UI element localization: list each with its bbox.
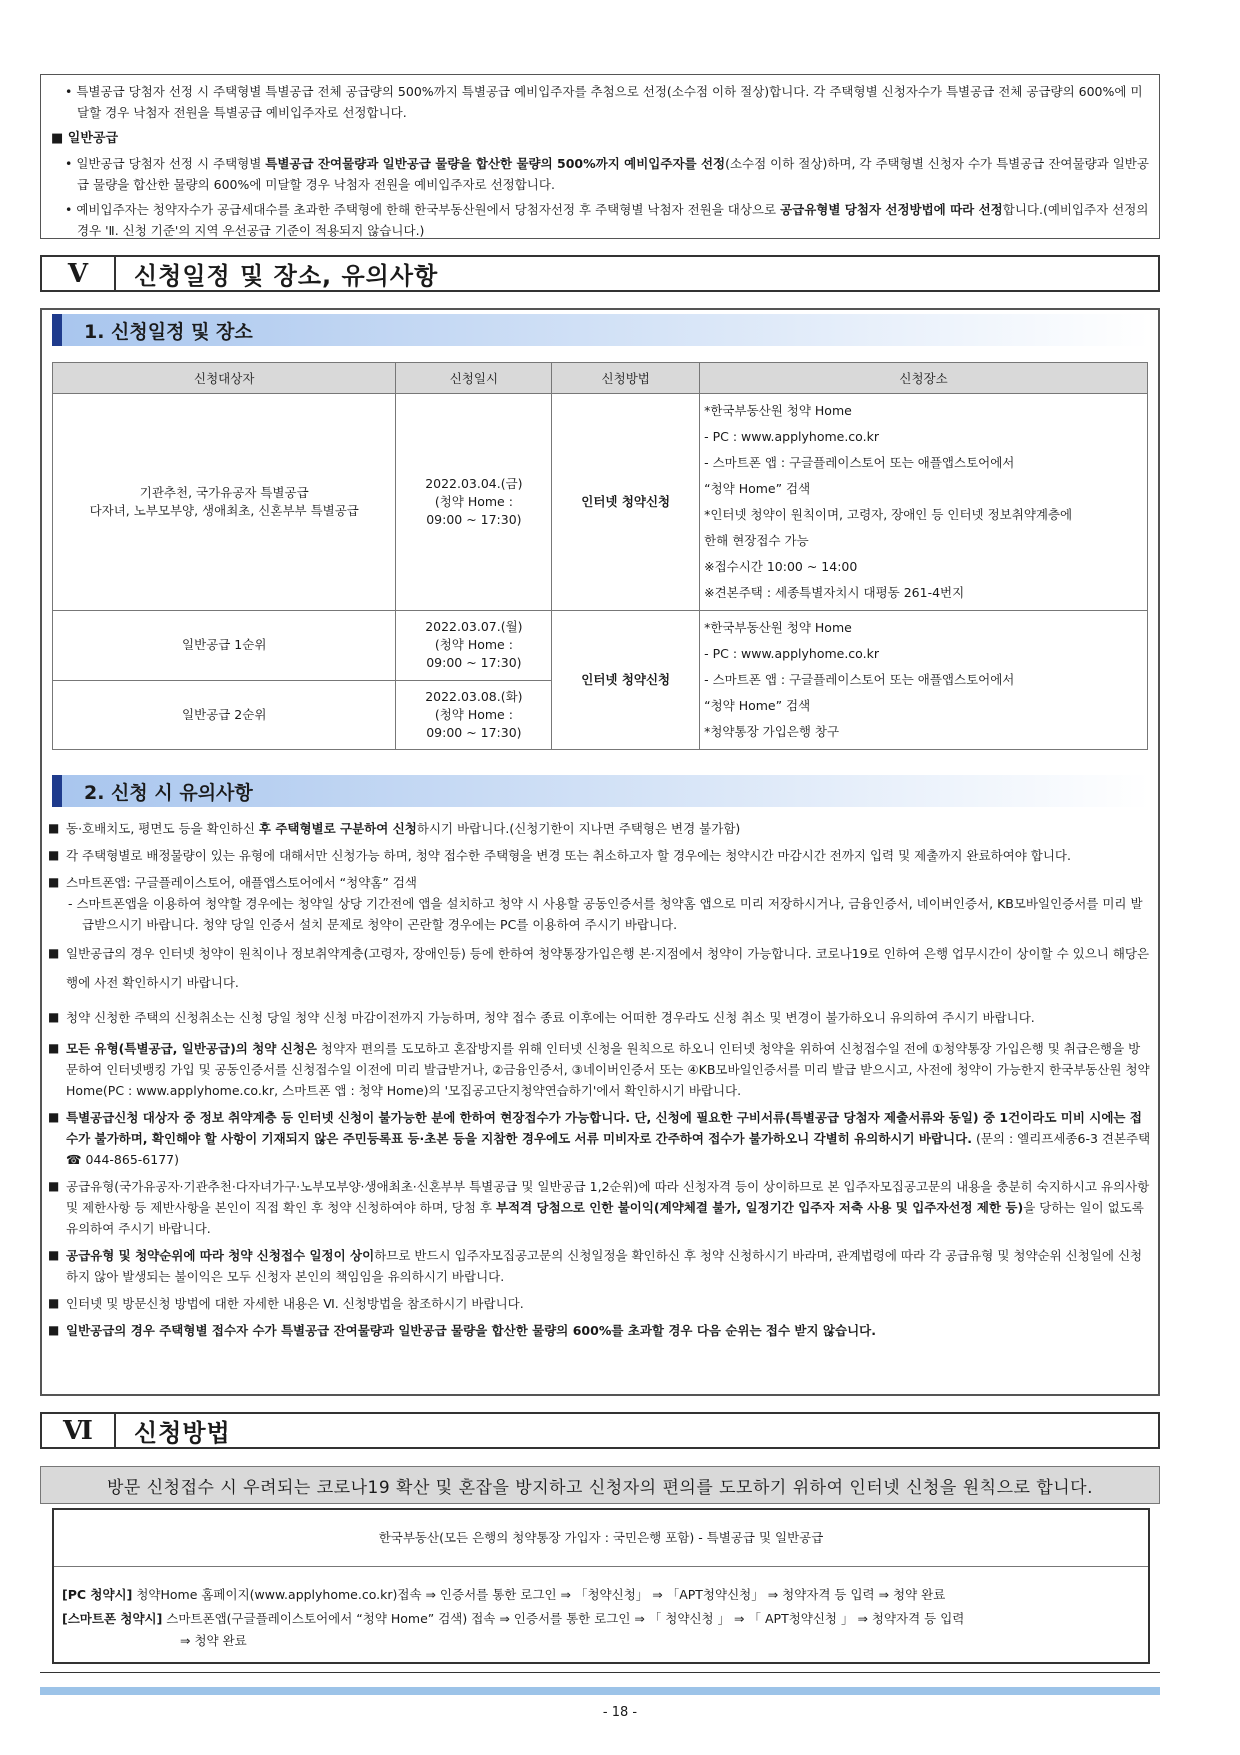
col-header-date: 신청일시 <box>396 363 552 394</box>
precautions-list <box>48 818 1152 1347</box>
mobile-method: [스마트폰 청약시] 스마트폰앱(구글플레이스토어에서 “청약 Home” 검색) 접속 ⇒ 인증서를 통한 로그인 ⇒ 「 청약신청 」 ⇒ 「 APT청약신청 」 ⇒ 청약자격 등 입력 <box>62 1611 965 1626</box>
special-supply-place: *한국부동산원 청약 Home - PC : www.applyhome.co.kr - 스마트폰 앱 : 구글플레이스토어 또는 애플앱스토어에서 “청약 Home” 검색 *인터넷 청약이 원칙이며, 고령자, 장애인 등 인터넷 정보취약계층에 한해 현장접수 가능 ※접수시간 10:00 ~ 14:00 ※견본주택 : 세종특별자치시 대평동 261-4번지 <box>700 394 1148 611</box>
schedule-table <box>52 362 1148 750</box>
note-smartphone-app: ■ 스마트폰앱: 구글플레이스토어, 애플앱스토어에서 “청약홈” 검색 <box>48 872 1152 893</box>
reserve-selection-text: • 예비입주자는 청약자수가 공급세대수를 초과한 주택형에 한해 한국부동산원에서 당첨자선정 후 주택형별 낙첨자 전원을 대상으로 공급유형별 당첨자 선정방법에 따라 선정합니다.(예비입주자 선정의 경우 'Ⅱ. 신청 기준'의 지역 우선공급 기준이 적용되지 않습니다.) <box>65 202 1149 238</box>
note-schedule-differs: ■ 공급유형 및 청약순위에 따라 청약 신청접수 일정이 상이하므로 반드시 입주자모집공고문의 신청일정을 확인하신 후 청약 신청하시기 바라며, 관계법령에 따라 각 공급유형 및 청약순위 신청일에 신청하지 않아 발생되는 불이익은 모두 신청자 본인의 책임임을 유의하시기 바랍니다. <box>48 1245 1152 1287</box>
special-supply-date: 2022.03.04.(금) (청약 Home : 09:00 ~ 17:30) <box>396 394 552 611</box>
note-general-supply-internet: ■ 일반공급의 경우 인터넷 청약이 원칙이나 정보취약계층(고령자, 장애인등) 등에 한하여 청약통장가입은행 본·지점에서 청약이 가능합니다. 코로나19로 인하여 은행 업무시간이 상이할 수 있으니 해당은행에 사전 확인하시기 바랍니다. <box>48 939 1152 997</box>
special-supply-reserve-text: • 특별공급 당첨자 선정 시 주택형별 특별공급 전체 공급량의 500%까지 특별공급 예비입주자를 추첨으로 선정(소수점 이하 절상)합니다. 각 주택형별 신청자수가 특별공급 전체 공급량의 600%에 미달할 경우 낙첨자 전원을 특별공급 예비입주자로 선정합니다. <box>65 84 1143 120</box>
table-header-row <box>53 363 1148 394</box>
table-row <box>53 611 1148 681</box>
special-supply-target: 기관추천, 국가유공자 특별공급 다자녀, 노부모부양, 생애최초, 신혼부부 특별공급 <box>53 394 396 611</box>
note-cancellation: ■ 청약 신청한 주택의 신청취소는 신청 당일 청약 신청 마감이전까지 가능하며, 청약 접수 종료 이후에는 어떠한 경우라도 신청 취소 및 변경이 불가하오니 유의하여 주시기 바랍니다. <box>48 1003 1152 1032</box>
method-divider <box>54 1566 1148 1567</box>
schedule-subheading: 1. 신청일정 및 장소 <box>52 314 1150 346</box>
general-supply-heading: ■ 일반공급 <box>51 131 119 146</box>
general-supply-place: *한국부동산원 청약 Home - PC : www.applyhome.co.kr - 스마트폰 앱 : 구글플레이스토어 또는 애플앱스토어에서 “청약 Home” 검색 *청약통장 가입은행 창구 <box>700 611 1148 750</box>
section-divider-line <box>40 1672 1160 1673</box>
section-6-title: 신청방법 <box>116 1412 1160 1449</box>
application-method-box <box>52 1508 1150 1664</box>
application-method-title: 한국부동산(모든 은행의 청약통장 가입자 : 국민은행 포함) - 특별공급 및 일반공급 <box>378 1530 824 1545</box>
note-supply-types: ■ 공급유형(국가유공자·기관추천·다자녀가구·노부모부양·생애최초·신혼부부 특별공급 및 일반공급 1,2순위)에 따라 신청자격 등이 상이하므로 본 입주자모집공고문의 내용을 충분히 숙지하시고 유의사항 및 제한사항 등 제반사항을 본인이 직접 확인 후 청약 신청하여야 하며, 당첨 후 부적격 당첨으로 인한 불이익(계약체결 불가, 일정기간 입주자 저축 사용 및 입주자선정 제한 등)을 당하는 일이 없도록 유의하여 주시기 바랍니다. <box>48 1176 1152 1239</box>
col-header-place: 신청장소 <box>700 363 1148 394</box>
col-header-target: 신청대상자 <box>53 363 396 394</box>
section-5-title: 신청일정 및 장소, 유의사항 <box>116 255 1160 292</box>
page-number: - 18 - <box>602 1705 638 1720</box>
note-allocation: ■ 각 주택형별로 배정물량이 있는 유형에 대해서만 신청가능 하며, 청약 접수한 주택형을 변경 또는 취소하고자 할 경우에는 청약시간 마감시간 전까지 입력 및 제출까지 완료하여야 합니다. <box>48 845 1152 866</box>
col-header-method: 신청방법 <box>552 363 700 394</box>
mobile-method-cont: ⇒ 청약 완료 <box>180 1633 247 1648</box>
pc-method: [PC 청약시] 청약Home 홈페이지(www.applyhome.co.kr)접속 ⇒ 인증서를 통한 로그인 ⇒ 「청약신청」 ⇒ 「APT청약신청」 ⇒ 청약자격 등 입력 ⇒ 청약 완료 <box>62 1587 946 1602</box>
reserve-info-box <box>40 74 1160 239</box>
first-rank-date: 2022.03.07.(월) (청약 Home : 09:00 ~ 17:30) <box>396 611 552 681</box>
special-supply-method: 인터넷 청약신청 <box>552 394 700 611</box>
section-6-number: Ⅵ <box>40 1412 116 1449</box>
note-600-percent: ■ 일반공급의 경우 주택형별 접수자 수가 특별공급 잔여물량과 일반공급 물량을 합산한 물량의 600%를 초과할 경우 다음 순위는 접수 받지 않습니다. <box>48 1320 1152 1341</box>
second-rank-target: 일반공급 2순위 <box>53 680 396 750</box>
note-housing-type: ■ 동·호배치도, 평면도 등을 확인하신 후 주택형별로 구분하여 신청하시기 바랍니다.(신청기한이 지나면 주택형은 변경 불가함) <box>48 818 1152 839</box>
footer-bar <box>40 1687 1160 1695</box>
general-supply-method: 인터넷 청약신청 <box>552 611 700 750</box>
table-row <box>53 394 1148 611</box>
note-method-reference: ■ 인터넷 및 방문신청 방법에 대한 자세한 내용은 Ⅵ. 신청방법을 참조하시기 바랍니다. <box>48 1293 1152 1314</box>
note-onsite-reception: ■ 특별공급신청 대상자 중 정보 취약계층 등 인터넷 신청이 불가능한 분에 한하여 현장접수가 가능합니다. 단, 신청에 필요한 구비서류(특별공급 당첨자 제출서류와 동일) 중 1건이라도 미비 시에는 접수가 불가하며, 확인해야 할 사항이 기재되지 않은 주민등록표 등·초본 등을 지참한 경우에도 서류 미비자로 간주하여 접수가 불가하오니 각별히 유의하시기 바랍니다. (문의 : 엘리프세종6-3 견본주택 ☎ 044-865-6177) <box>48 1107 1152 1170</box>
first-rank-target: 일반공급 1순위 <box>53 611 396 681</box>
general-supply-reserve-text: • 일반공급 당첨자 선정 시 주택형별 특별공급 잔여물량과 일반공급 물량을 합산한 물량의 500%까지 예비입주자를 선정(소수점 이하 절상)하며, 각 주택형별 신청자 수가 특별공급 잔여물량과 일반공급 물량을 합산한 물량의 600%에 미달할 경우 낙첨자 전원을 예비입주자로 선정합니다. <box>65 156 1149 192</box>
note-all-types-internet: ■ 모든 유형(특별공급, 일반공급)의 청약 신청은 청약자 편의를 도모하고 혼잡방지를 위해 인터넷 신청을 원칙으로 하오니 인터넷 청약을 위하여 신청접수일 전에 ①청약통장 가입은행 및 취급은행을 방문하여 인터넷뱅킹 가입 및 공동인증서를 신청접수일 이전에 미리 발급받거나, ②금융인증서, ③네이버인증서 또는 ④KB모바일인증서를 미리 발급 받으시고, 사전에 청약이 가능한지 한국부동산원 청약 Home(PC : www.applyhome.co.kr, 스마트폰 앱 : 청약 Home)의 '모집공고단지청약연습하기'에서 확인하시기 바랍니다. <box>48 1038 1152 1101</box>
second-rank-date: 2022.03.08.(화) (청약 Home : 09:00 ~ 17:30) <box>396 680 552 750</box>
precautions-subheading: 2. 신청 시 유의사항 <box>52 775 1150 807</box>
section-5-number: Ⅴ <box>40 255 116 292</box>
internet-principle-banner: 방문 신청접수 시 우려되는 코로나19 확산 및 혼잡을 방지하고 신청자의 편의를 도모하기 위하여 인터넷 신청을 원칙으로 합니다. <box>40 1466 1160 1504</box>
note-smartphone-detail: - 스마트폰앱을 이용하여 청약할 경우에는 청약일 상당 기간전에 앱을 설치하고 청약 시 사용할 공동인증서를 청약홈 앱으로 미리 저장하시거나, 금융인증서, 네이버인증서, KB모바일인증서를 미리 발급받으시기 바랍니다. 청약 당일 인증서 설치 문제로 청약이 곤란할 경우에는 PC를 이용하여 주시기 바랍니다. <box>68 896 1143 932</box>
